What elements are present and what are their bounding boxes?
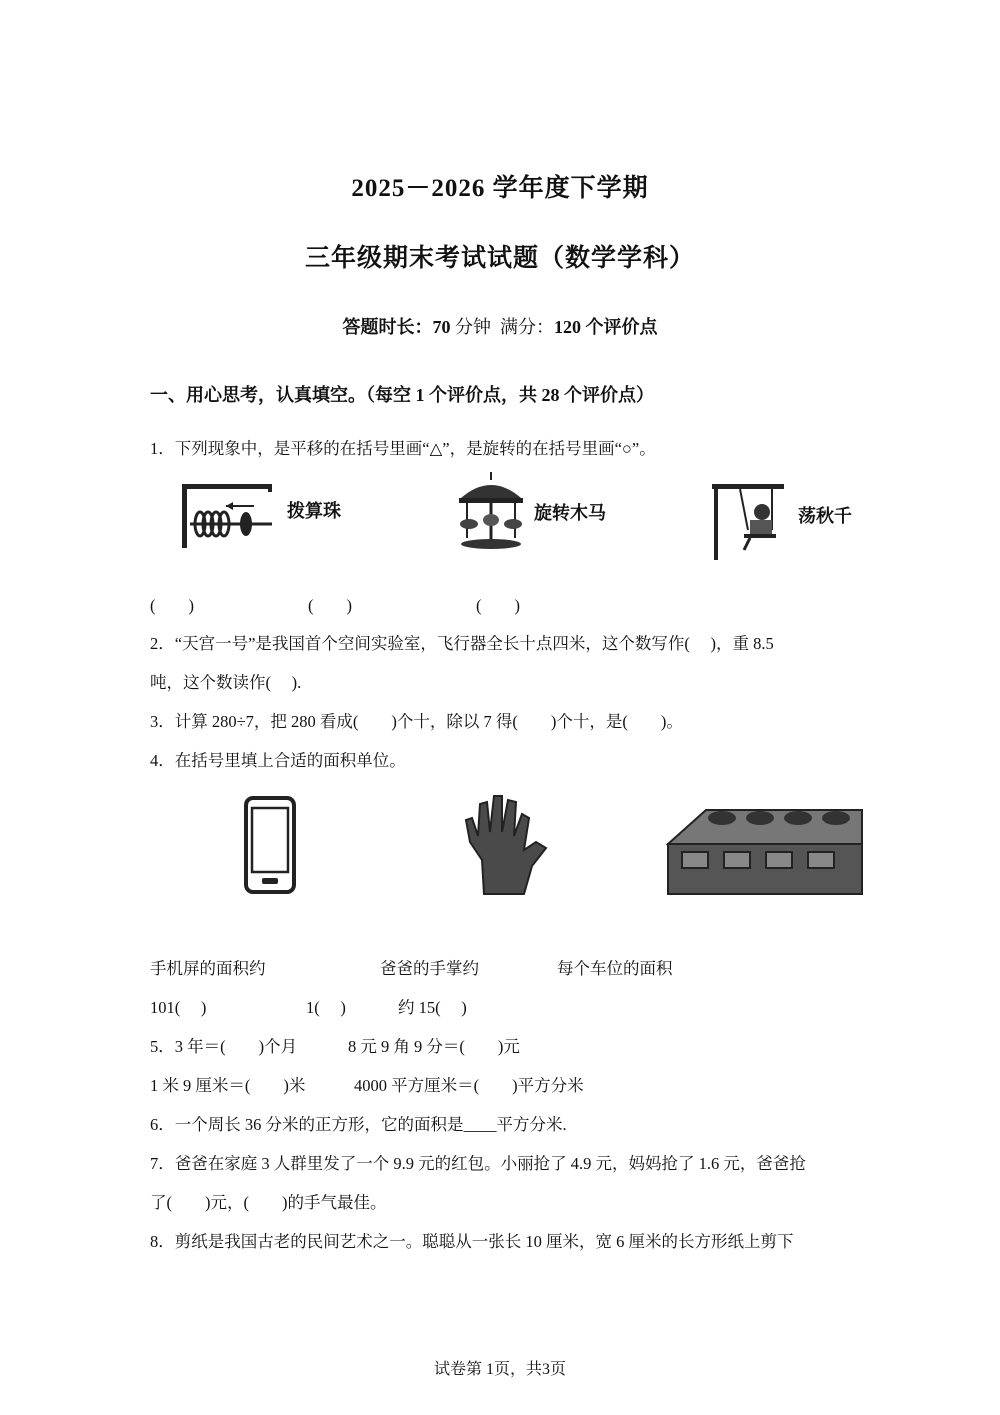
q4-answer-hand[interactable]: 1( ) — [306, 998, 346, 1017]
q8-line1: 8．剪纸是我国古老的民间艺术之一。聪聪从一张长 10 厘米，宽 6 厘米的长方形纸上剪下 — [150, 1232, 794, 1251]
score-label: 满分： — [500, 317, 554, 337]
page-footer: 试卷第 1页，共3页 — [433, 1361, 566, 1378]
q3-text: 3．计算 280÷7，把 280 看成( )个十，除以 7 得( )个十，是( )。 — [150, 712, 683, 731]
time-unit: 分钟 — [455, 317, 491, 337]
time-label: 答题时长：70 — [342, 317, 451, 337]
q1-label-swing: 荡秋千 — [798, 506, 852, 527]
exam-title-line1: 2025－2026 学年度下学期 — [351, 175, 649, 202]
carousel-icon — [455, 472, 527, 554]
q1-label-abacus: 拨算珠 — [287, 501, 341, 522]
q4-caption-hand: 爸爸的手掌约 — [380, 959, 479, 978]
q2-line2: 吨，这个数读作( ). — [150, 673, 302, 692]
q1-blank-2[interactable]: ( ) — [308, 596, 352, 615]
exam-title-line2: 三年级期末考试试题（数学学科） — [304, 245, 695, 272]
swing-icon — [710, 480, 790, 562]
q7-line2: 了( )元，( )的手气最佳。 — [150, 1193, 387, 1212]
q4-answer-parking[interactable]: 约 15( ) — [398, 998, 467, 1017]
exam-meta — [0, 313, 1000, 339]
score-value: 120 个评价点 — [554, 317, 658, 337]
parking-lot-icon — [666, 800, 866, 896]
q1-label-carousel: 旋转木马 — [534, 503, 606, 524]
q4-answer-phone[interactable]: 101( ) — [150, 998, 207, 1017]
q6-text-before: 6．一个周长 36 分米的正方形，它的面积是 — [150, 1115, 464, 1134]
abacus-icon — [180, 482, 275, 550]
q1-text: 1．下列现象中，是平移的在括号里画“△”，是旋转的在括号里画“○”。 — [150, 439, 656, 458]
q1-blank-1[interactable]: ( ) — [150, 596, 194, 615]
q6-text-after: 平方分米. — [496, 1115, 567, 1134]
q5-c: 1 米 9 厘米＝( )米 — [150, 1076, 306, 1095]
section1-heading: 一、用心思考，认真填空。（每空 1 个评价点，共 28 个评价点） — [150, 385, 654, 405]
q5-b: 8 元 9 角 9 分＝( )元 — [348, 1037, 520, 1056]
q6-text — [150, 1113, 567, 1137]
q4-caption-parking: 每个车位的面积 — [557, 959, 673, 978]
q5-a: 5．3 年＝( )个月 — [150, 1037, 298, 1056]
q1-blank-3[interactable]: ( ) — [476, 596, 520, 615]
q4-text: 4．在括号里填上合适的面积单位。 — [150, 751, 406, 770]
q6-blank[interactable]: ____ — [463, 1115, 497, 1134]
q5-d: 4000 平方厘米＝( )平方分米 — [354, 1076, 584, 1095]
q7-line1: 7．爸爸在家庭 3 人群里发了一个 9.9 元的红包。小丽抢了 4.9 元，妈妈抢了 1.6 元，爸爸抢 — [150, 1154, 806, 1173]
hand-icon — [462, 790, 552, 898]
q4-caption-phone: 手机屏的面积约 — [150, 959, 266, 978]
q2-line1: 2．“天宫一号”是我国首个空间实验室，飞行器全长十点四米，这个数写作( )，重 8.5 — [150, 634, 774, 653]
phone-icon — [244, 796, 296, 894]
